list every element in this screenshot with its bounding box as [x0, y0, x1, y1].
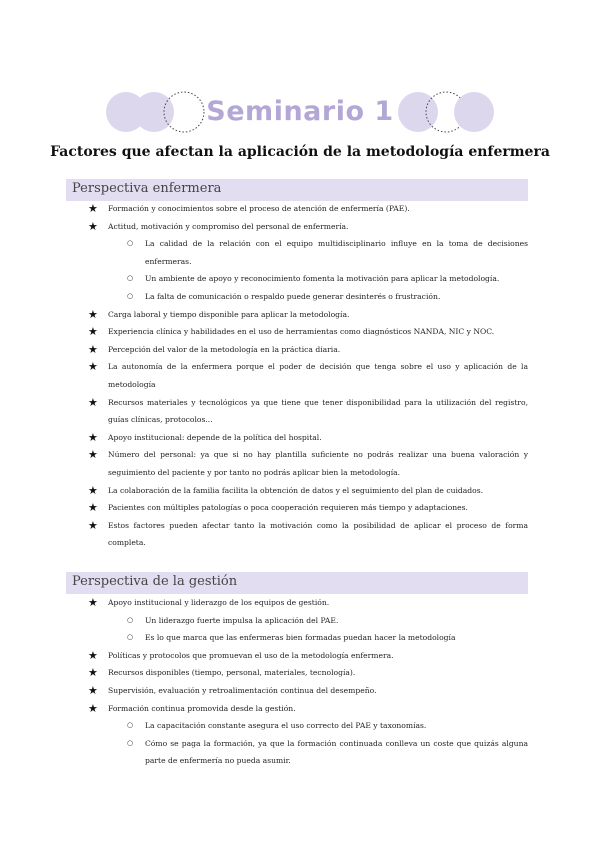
list-item-text: Pacientes con múltiples patologías o poca cooperación requieren más tiempo y adaptaciones.	[108, 503, 468, 513]
sub-list-item-text: La calidad de la relación con el equipo multidisciplinario influye en la toma de decisiones enfermeras.	[145, 239, 528, 266]
sub-list-item-text: Es lo que marca que las enfermeras bien formadas puedan hacer la metodología	[145, 633, 456, 643]
list-item-text: Formación y conocimientos sobre el proceso de atención de enfermería (PAE).	[108, 204, 410, 213]
star-bullet-icon: ★	[88, 395, 98, 409]
section-title-management: Perspectiva de la gestión	[72, 574, 238, 589]
sub-list	[108, 612, 528, 647]
page-title: Seminario 1	[206, 96, 394, 127]
nursing-factor-list	[0, 200, 600, 552]
list-item	[0, 700, 600, 770]
star-bullet-icon: ★	[88, 360, 98, 374]
star-bullet-icon: ★	[88, 325, 98, 339]
star-bullet-icon: ★	[88, 307, 98, 321]
sub-list-item-text: Cómo se paga la formación, ya que la formación continuada conlleva un coste que quizás alguna parte de enfermería no pueda asumir.	[145, 738, 528, 766]
list-item-text: Recursos materiales y tecnológicos ya que tiene que tener disponibilidad para la utilización del registro, guías clínicas, protocolos...	[108, 397, 528, 425]
sub-list-item	[108, 612, 528, 630]
list-item	[0, 394, 600, 429]
star-bullet-icon: ★	[88, 448, 98, 462]
circle-bullet-icon: ○	[127, 738, 134, 747]
circle-bullet-icon: ○	[127, 633, 134, 642]
circle-bullet-icon: ○	[127, 274, 134, 283]
list-item-text: Carga laboral y tiempo disponible para aplicar la metodología.	[108, 309, 350, 319]
list-item-text: La colaboración de la familia facilita la obtención de datos y el seguimiento del plan de cuidados.	[108, 485, 484, 495]
star-bullet-icon: ★	[88, 666, 98, 680]
sub-list-item-text: Un liderazgo fuerte impulsa la aplicación del PAE.	[145, 615, 339, 625]
sub-list-item	[108, 717, 528, 735]
list-item-text: Supervisión, evaluación y retroalimentación continua del desempeño.	[108, 685, 377, 695]
star-bullet-icon: ★	[88, 501, 98, 515]
list-item	[0, 200, 600, 218]
list-item-text: Formación continua promovida desde la gestión.	[108, 703, 296, 713]
list-item-text: Políticas y protocolos que promuevan el uso de la metodología enfermera.	[108, 650, 394, 660]
circle-bullet-icon: ○	[127, 291, 134, 300]
management-factor-list	[0, 594, 600, 770]
list-item	[0, 218, 600, 306]
list-item	[0, 647, 600, 665]
sub-list-item	[108, 735, 528, 770]
circle-bullet-icon: ○	[127, 721, 134, 730]
list-item-text: Recursos disponibles (tiempo, personal, materiales, tecnología).	[108, 668, 356, 678]
list-item-text: Apoyo institucional y liderazgo de los equipos de gestión.	[108, 598, 330, 607]
star-bullet-icon: ★	[88, 202, 98, 215]
star-bullet-icon: ★	[88, 483, 98, 497]
star-bullet-icon: ★	[88, 430, 98, 444]
sub-list	[108, 717, 528, 770]
sub-list-item	[108, 288, 528, 306]
list-item	[0, 306, 600, 324]
list-item	[0, 323, 600, 341]
sub-list-item	[108, 235, 528, 270]
list-item	[0, 594, 600, 647]
star-bullet-icon: ★	[88, 683, 98, 697]
circle-bullet-icon: ○	[127, 615, 134, 624]
sub-list-item-text: Un ambiente de apoyo y reconocimiento fomenta la motivación para aplicar la metodología.	[145, 274, 500, 284]
sub-list-item	[108, 270, 528, 288]
list-item	[0, 682, 600, 700]
list-item	[0, 499, 600, 517]
star-bullet-icon: ★	[88, 342, 98, 356]
star-bullet-icon: ★	[88, 219, 98, 233]
list-item	[0, 446, 600, 481]
list-item	[0, 482, 600, 500]
star-bullet-icon: ★	[88, 701, 98, 715]
page-subtitle: Factores que afectan la aplicación de la metodología enfermera	[50, 144, 550, 160]
list-item-text: Estos factores pueden afectar tanto la motivación como la posibilidad de aplicar el proceso de forma completa.	[108, 520, 528, 548]
sub-list	[108, 235, 528, 305]
list-item-text: Número del personal: ya que si no hay plantilla suficiente no podrás realizar una buena valoración y seguimiento del paciente y por tanto no podrás aplicar bien la metodología.	[108, 450, 528, 477]
star-bullet-icon: ★	[88, 596, 98, 609]
list-item	[0, 341, 600, 359]
list-item-text: Experiencia clínica y habilidades en el uso de herramientas como diagnósticos NANDA, NIC y NOC.	[108, 327, 495, 337]
list-item-text: Percepción del valor de la metodología en la práctica diaria.	[108, 344, 341, 354]
list-item	[0, 358, 600, 393]
section-title-nursing: Perspectiva enfermera	[72, 181, 222, 196]
list-item-text: La autonomía de la enfermera porque el poder de decisión que tenga sobre el uso y aplicación de la metodología	[108, 362, 528, 389]
list-item-text: Actitud, motivación y compromiso del personal de enfermería.	[108, 221, 349, 231]
list-item	[0, 664, 600, 682]
list-item	[0, 429, 600, 447]
star-bullet-icon: ★	[88, 518, 98, 532]
sub-list-item-text: La capacitación constante asegura el uso correcto del PAE y taxonomías.	[145, 721, 427, 731]
list-item	[0, 517, 600, 552]
star-bullet-icon: ★	[88, 648, 98, 662]
sub-list-item-text: La falta de comunicación o respaldo puede generar desinterés o frustración.	[145, 291, 441, 301]
list-item-text: Apoyo institucional: depende de la política del hospital.	[108, 432, 322, 442]
sub-list-item	[108, 629, 528, 647]
circle-bullet-icon: ○	[127, 239, 134, 248]
